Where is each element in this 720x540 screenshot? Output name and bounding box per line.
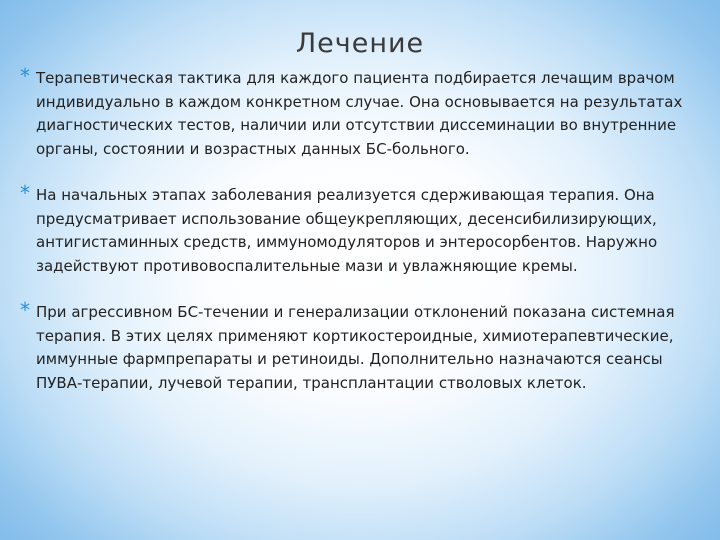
bullet-list: [20, 64, 700, 418]
bullet-star-icon: *: [20, 181, 30, 205]
bullet-text: Терапевтическая тактика для каждого пациента подбирается лечащим врачом индивидуально в каждом конкретном случае. Она основывается на результатах диагностических тестов, наличии или отсутствии диссеминации во внутренние органы, состоянии и возрастных данных БС-больного.: [36, 69, 683, 158]
bullet-text: На начальных этапах заболевания реализуется сдерживающая терапия. Она предусматривает использование общеукрепляющих, десенсибилизирующих, антигистаминных средств, иммуномодуляторов и энтеросорбентов. Наружно задействуют противовоспалительные мази и увлажняющие кремы.: [36, 186, 658, 275]
bullet-item-2: [20, 181, 700, 278]
bullet-star-icon: *: [20, 64, 30, 88]
bullet-star-icon: *: [20, 298, 30, 322]
slide-title: Лечение: [295, 28, 425, 59]
bullet-item-1: [20, 64, 700, 161]
bullet-item-3: [20, 298, 700, 395]
bullet-text: При агрессивном БС-течении и генерализации отклонений показана системная терапия. В этих целях применяют кортикостероидные, химиотерапевтические, иммунные фармпрепараты и ретиноиды. Дополнительно назначаются сеансы ПУВА-терапии, лучевой терапии, трансплантации стволовых клеток.: [36, 303, 675, 392]
